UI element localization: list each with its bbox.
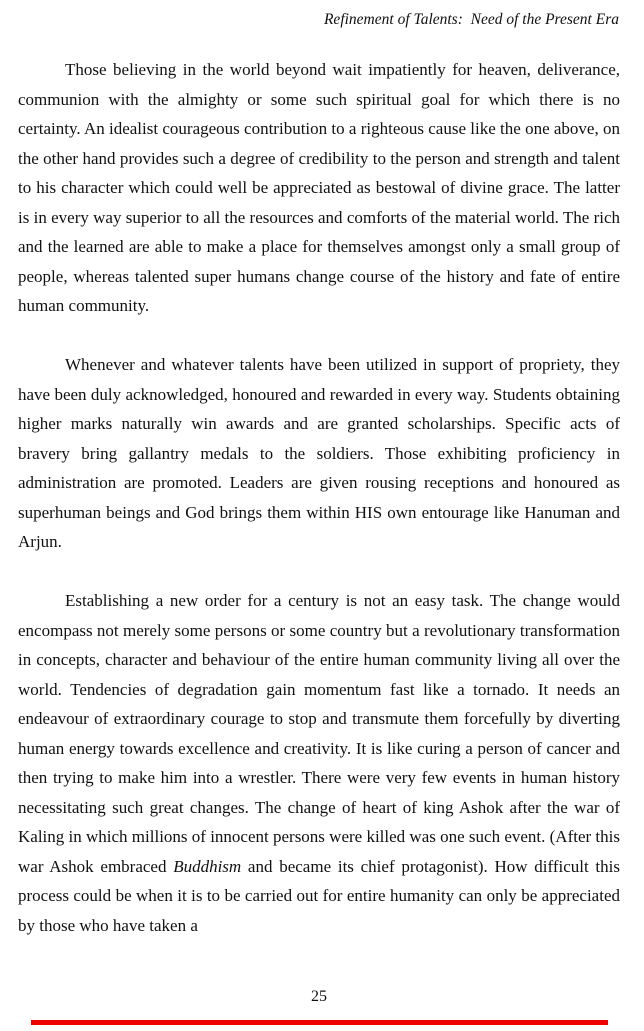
page-number: 25 <box>311 988 327 1005</box>
paragraph-3 <box>18 586 620 940</box>
page-header-title: Refinement of Talents: Need of the Present Era <box>323 11 619 28</box>
page-body-text <box>18 55 620 940</box>
paragraph-3-italic-term: Buddhism <box>173 856 242 876</box>
paragraph-1: Those believing in the world beyond wait impatiently for heaven, deliverance, communion with the almighty or some such spiritual goal for which there is no certainty. An idealist courageous contribution to a righteous cause like the one above, on the other hand provides such a degree of credibility to the person and strength and talent to his character which could well be appreciated as bestowal of divine grace. The latter is in every way superior to all the resources and comforts of the material world. The rich and the learned are able to make a place for themselves amongst only a small group of people, whereas talented super humans change course of the history and fate of entire human community. <box>18 60 620 315</box>
paragraph-3-text-before: Establishing a new order for a century is not an easy task. The change would encompass not merely some persons or some country but a revolutionary transformation in concepts, character and behaviour of the entire human community living all over the world. Tendencies of degradation gain momentum fast like a tornado. It needs an endeavour of extraordinary courage to stop and transmute them forcefully by diverting human energy towards excellence and creativity. It is like curing a person of cancer and then trying to make him into a wrestler. There were very few events in human history necessitating such great changes. The change of heart of king Ashok after the war of Kaling in which millions of innocent persons were killed was one such event. (After this war Ashok embraced <box>18 591 620 876</box>
paragraph-3-text-after: and became its chief protagonist). How difficult this process could be when it is to be carried out for entire humanity can only be appreciated by those who have taken a <box>18 856 620 935</box>
paragraph-2: Whenever and whatever talents have been utilized in support of propriety, they have been duly acknowledged, honoured and rewarded in every way. Students obtaining higher marks naturally win awards and are granted scholarships. Specific acts of bravery bring gallantry medals to the soldiers. Those exhibiting proficiency in administration are promoted. Leaders are given rousing receptions and honoured as superhuman beings and God brings them within HIS own entourage like Hanuman and Arjun. <box>18 355 620 551</box>
footer-red-rule <box>31 1020 608 1025</box>
